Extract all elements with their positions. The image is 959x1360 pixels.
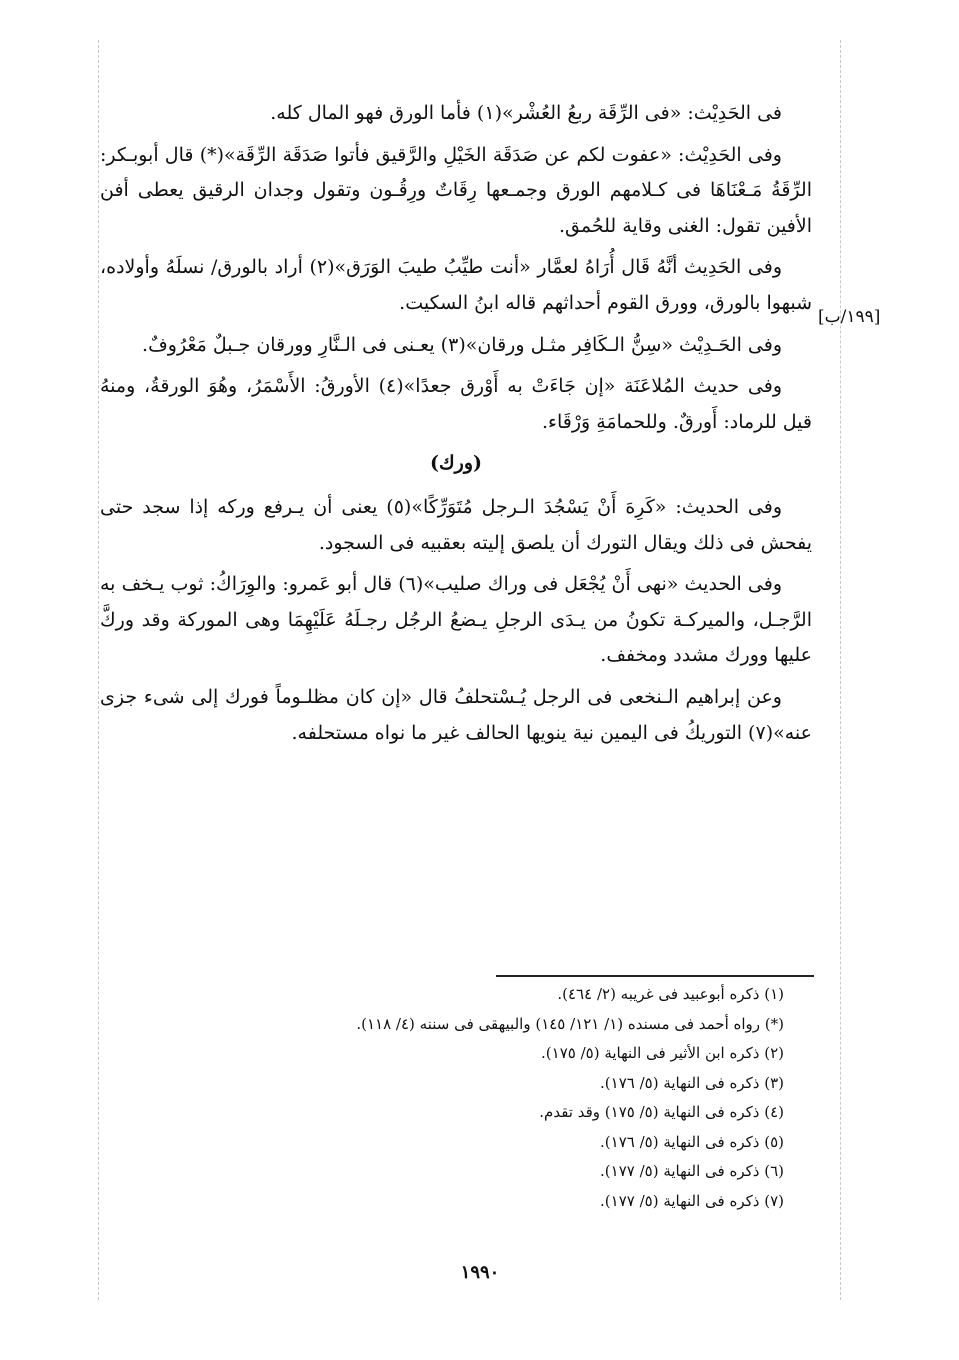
footnote: (٧) ذكره فى النهاية (٥/ ١٧٧). [600, 1191, 784, 1210]
text-line: وفى الحَـدِيْث «سِنُّ الـكَافِر مثـل ورقان»(٣) يعـنى فى الـنَّارِ وورقان جـبلٌ [212, 333, 782, 356]
text-line: الورقةُ، ومنهُ قيل للرماد: أَورقٌ. وللحمامَةِ وَرْقَاء. [100, 375, 812, 433]
text-line: وفى الحَدِيْث: «عفوت لكم عن صَدَقَة الخَيْلِ والرَّقيق فأتوا صَدَقَة الرِّقَة»(*) [199, 143, 782, 166]
footnote: (٦) ذكره فى النهاية (٥/ ١٧٧). [600, 1162, 784, 1180]
text-line: عَلَيْهِمَا وهى الموركة وقد وركَّ عليها وورك مشدد ومخفف. [100, 608, 812, 667]
footnote-separator [496, 975, 814, 977]
paragraph-warqan [100, 328, 812, 364]
footnote: (١) ذكره أبوعبيد فى غريبه (٢/ ٤٦٤). [557, 985, 784, 1003]
paragraph-wirak [100, 567, 812, 674]
text-line: وجدان الرقيق يعطى أفن الأفين تقول: الغنى وقاية للحُمق. [100, 179, 812, 237]
text-line: مَعْرُوفٌ. [142, 333, 207, 356]
text-line: نسلَهُ وأولاده، شبهوا بالورق، وورق القوم أحداثهم قاله ابنُ السكيت. [100, 256, 812, 314]
paragraph-riqa [100, 96, 812, 132]
right-margin-guide [840, 40, 841, 1300]
left-margin-guide [98, 40, 99, 1300]
text-line: ثوب يـخف به الرَّجـل، والميركـة تكونُ من يـدَى الرجلِ يـضعُ الرجُل رجـلَهُ [100, 573, 812, 631]
paragraph-mulaana [100, 369, 812, 440]
text-line: وفى حديث المُلاعَنَة «إن جَاءَتْ به أَوْرق جعدًا»(٤) الأورقُ: الأَسْمَرُ، وهُوَ [208, 375, 782, 398]
heading-text: (ورك) [430, 452, 482, 475]
paragraph-tawarruk [100, 490, 812, 561]
paragraph-nakhai [100, 680, 812, 751]
footnotes [200, 980, 784, 1216]
text-line: سجد حتى يفحش فى ذلك ويقال التورك أن يلصق إليته بعقبيه فى السجود. [100, 495, 812, 554]
text-line: وفى الحديث «نهى أَنْ يُجْعَل فى وراك صليب»(٦) قال أبو عَمرو: والوِرَاكُ: [209, 573, 782, 596]
footnote: (٣) ذكره فى النهاية (٥/ ١٧٦). [600, 1073, 784, 1092]
paragraph-ammar [100, 250, 812, 321]
text-line: فى الحَدِيْث: «فى الرِّقَة ربعُ العُشْر»(١) فأما الورق فهو المال كله. [270, 102, 782, 124]
text-line: وفى الحَدِيث أنَّهُ قَال أُرَاهُ لعمَّار «أنت طيِّبُ طيبَ الوَرَق»(٢) أراد بالورق/ [211, 256, 782, 279]
main-text [100, 96, 812, 757]
text-line: قال أبوبـكر: الرِّقَةُ مَـعْنَاهَا فى كـلامهم الورق وجمـعها رِقَاتٌ ورِقُـون وتقول [100, 143, 812, 202]
footnote: (٢) ذكره ابن الأثير فى النهاية (٥/ ١٧٥). [541, 1044, 784, 1062]
section-heading-wark [100, 446, 812, 482]
text-line: وعن إبراهيم الـنخعى فى الرجل يُـسْتحلفُ قال «إن كان مظلـوماً فورك إلى [191, 685, 782, 708]
footnote: (٥) ذكره فى النهاية (٥/ ١٧٦). [600, 1132, 784, 1151]
footnote: (*) رواه أحمد فى مسنده (١/ ١٢١/ ١٤٥) والبيهقى فى سننه (٤/ ١١٨). [356, 1014, 784, 1033]
page-number: ١٩٩٠ [460, 1262, 500, 1283]
text-line: شىء جزى عنه»(٧) التوريكُ فى اليمين نية ينويها الحالف غير ما نواه مستحلفه. [100, 685, 812, 744]
paragraph-sadaqa [100, 138, 812, 245]
margin-folio-marker: [١٩٩/ب] [818, 307, 881, 327]
footnote: (٤) ذكره فى النهاية (٥/ ١٧٥) وقد تقدم. [539, 1103, 784, 1121]
text-line: وفى الحديث: «كَرِهَ أَنْ يَسْجُدَ الـرجل مُتَوَرِّكًا»(٥) يعنى أن يـرفع وركه إذا [189, 495, 783, 518]
